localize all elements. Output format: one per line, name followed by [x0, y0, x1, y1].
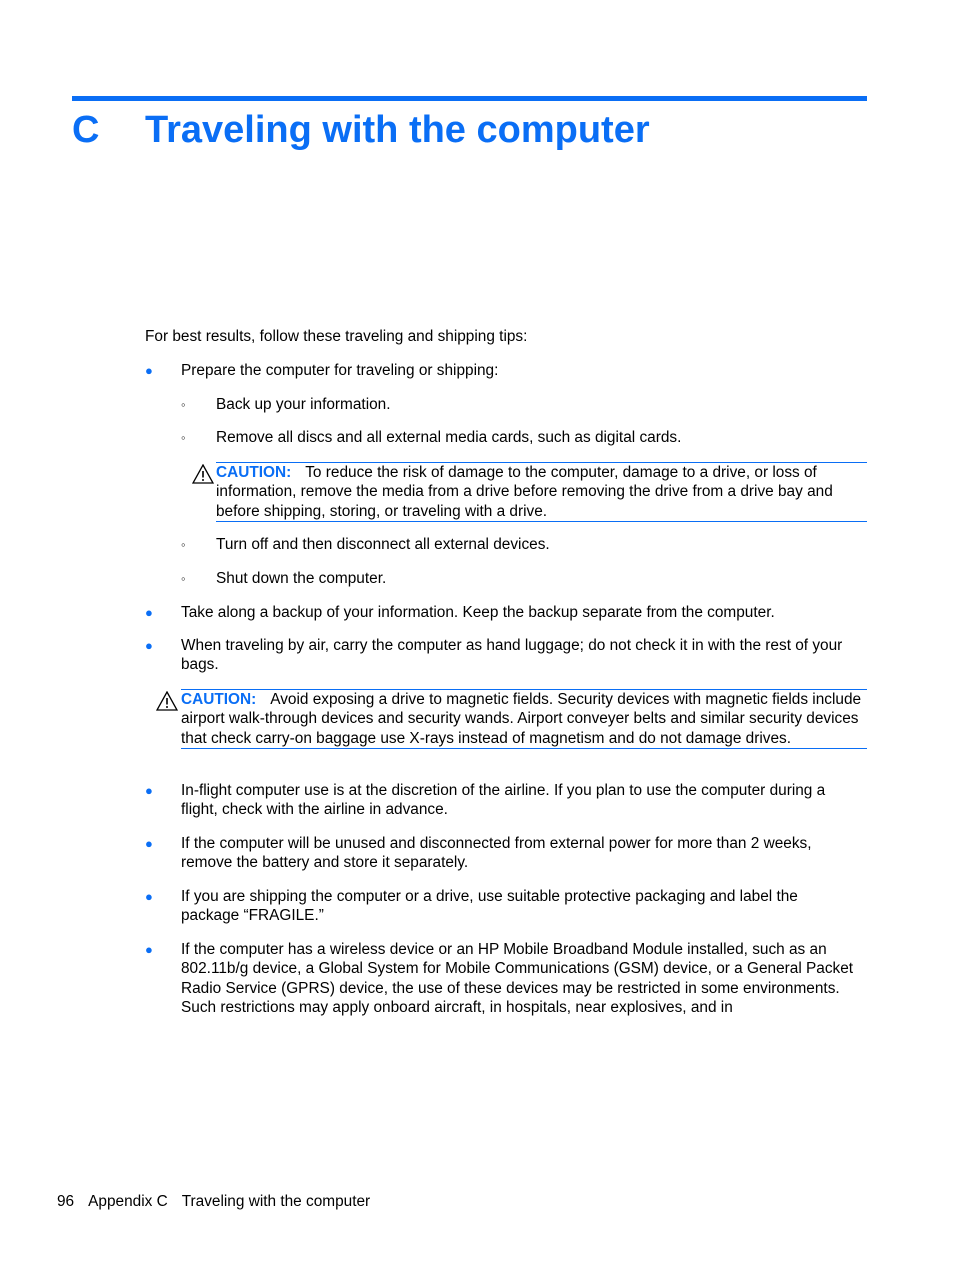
list-item-remove-discs: Remove all discs and all external media cards, such as digital cards. [216, 429, 682, 446]
caution-note [181, 689, 867, 749]
bullet-icon: ● [145, 605, 153, 620]
chapter-rule [72, 96, 867, 101]
sub-bullet-icon: ◦ [181, 430, 186, 445]
page-number: 96 [57, 1193, 75, 1210]
caution-label: CAUTION: [181, 691, 257, 708]
caution-text: Avoid exposing a drive to magnetic fields. Security devices with magnetic fields include airport walk-through devices and security wands. Airport conveyer belts and similar security devices that check carry-on baggage use X-rays instead of magnetism and do not damage drives. [181, 691, 862, 747]
bullet-icon: ● [145, 889, 153, 904]
list-item-inflight: In-flight computer use is at the discretion of the airline. If you plan to use the computer during a flight, check with the airline in advance. [181, 782, 826, 819]
caution-note [216, 462, 867, 522]
bullet-icon: ● [145, 836, 153, 851]
caution-text: To reduce the risk of damage to the computer, damage to a drive, or loss of information, remove the media from a drive before removing the drive from a drive bay and before shipping, storing, or traveling with a drive. [216, 464, 833, 520]
page-footer [57, 1192, 384, 1211]
list-item-shutdown: Shut down the computer. [216, 570, 387, 587]
list-item-wireless: If the computer has a wireless device or an HP Mobile Broadband Module installed, such as an 802.11b/g device, a Global System for Mobile Communications (GSM) device, or a General Packet Radio Service (GPRS) device, the use of these devices may be restricted in some environments. Such restrictions may apply onboard aircraft, in hospitals, near explosives, and in [181, 941, 854, 1016]
bullet-icon: ● [145, 783, 153, 798]
sub-bullet-icon: ◦ [181, 571, 186, 586]
list-item-take-backup: Take along a backup of your information. Keep the backup separate from the computer. [181, 604, 775, 621]
footer-appendix: Appendix C [88, 1193, 168, 1210]
list-item-disconnect: Turn off and then disconnect all external devices. [216, 536, 550, 553]
chapter-letter: C [72, 109, 100, 151]
list-item-unused: If the computer will be unused and disconnected from external power for more than 2 weeks, remove the battery and store it separately. [181, 835, 812, 872]
warning-icon [192, 464, 214, 484]
list-item-air-travel: When traveling by air, carry the computer as hand luggage; do not check it in with the rest of your bags. [181, 637, 843, 674]
footer-title: Traveling with the computer [181, 1193, 371, 1210]
bullet-icon: ● [145, 942, 153, 957]
list-item-shipping: If you are shipping the computer or a drive, use suitable protective packaging and label the package “FRAGILE.” [181, 888, 798, 925]
page-title: Traveling with the computer [145, 109, 650, 151]
intro-text: For best results, follow these traveling and shipping tips: [145, 328, 528, 345]
warning-icon [156, 691, 178, 711]
list-item-backup-info: Back up your information. [216, 396, 391, 413]
bullet-icon: ● [145, 638, 153, 653]
caution-label: CAUTION: [216, 464, 292, 481]
bullet-icon: ● [145, 363, 153, 378]
list-item-prepare: Prepare the computer for traveling or shipping: [181, 362, 499, 379]
sub-bullet-icon: ◦ [181, 537, 186, 552]
sub-bullet-icon: ◦ [181, 397, 186, 412]
